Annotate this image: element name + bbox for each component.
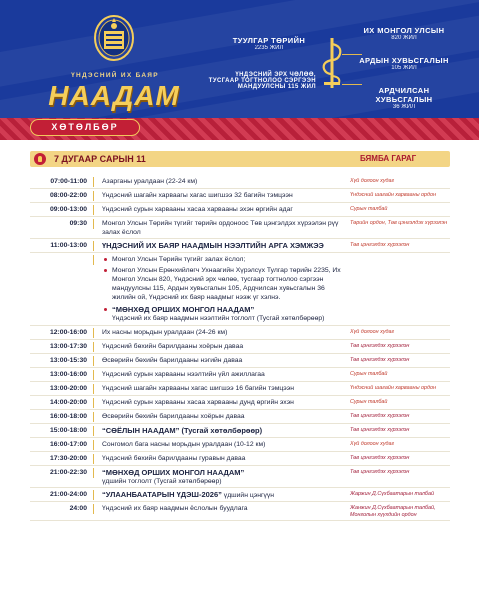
opening-item: Монгол Улсын Ерөнхийлөгч Ухнаагийн Хүрэлсүх Тулгар төрийн 2235, Их Монгол Улсын 820, Үндэсний эрх чөлөө, тусгаар тогтнолоо сэргээн мандуулсны 115, Ардын хувьсгалын 105, Ардчилсан хувьсгалын 36 жилийн ой, Үндэсний их баяр наадмыг нээж үг хэлнэ. (102, 266, 350, 302)
opening-item: Монгол Улсын Төрийн түгийг залах ёслол; (102, 255, 350, 264)
row-time: 12:00-16:00 (30, 328, 94, 338)
row-event: Үндэсний сурын харвааны хасаа харвааны дунд өргийн эхэн (102, 399, 294, 406)
row-event: Үндэсний сурын харвааны нээлтийн үйл ажиллагаа (102, 371, 265, 378)
row-time: 24:00 (30, 504, 94, 514)
header-banner (0, 0, 479, 140)
row-venue: Төв цэнгэлдэх хүрээлэн (350, 242, 410, 248)
row-time: 15:00-18:00 (30, 426, 94, 436)
annotation-years: 2235 ЖИЛ (254, 45, 284, 51)
opening-performance-title: “МӨНХӨД ОРШИХ МОНГОЛ НААДАМ” (102, 305, 350, 314)
row-time: 13:00-15:30 (30, 356, 94, 366)
row-venue: Үндэсний шагайн харвааны ордон (350, 385, 436, 391)
row-event-block (94, 468, 350, 486)
schedule-row (30, 424, 450, 438)
schedule-row (30, 452, 450, 466)
schedule-row (30, 175, 450, 189)
row-time: 21:00-22:30 (30, 468, 94, 478)
schedule-row (30, 368, 450, 382)
annotation-independence (204, 72, 316, 90)
row-venue: Сурын талбай (350, 399, 388, 405)
annotation-years: 36 ЖИЛ (392, 104, 416, 110)
row-venue: Сурын талбай (350, 206, 388, 212)
row-event: ҮНДЭСНИЙ ИХ БАЯР НААДМЫН НЭЭЛТИЙН АРГА ХЭМЖЭЭ (102, 241, 324, 250)
schedule-row (30, 382, 450, 396)
row-time: 09:00-13:00 (30, 205, 94, 215)
schedule-row (30, 340, 450, 354)
row-venue: Төв цэнгэлдэх хүрээлэн (350, 413, 410, 419)
schedule-row (30, 203, 450, 217)
row-time: 16:00-17:00 (30, 440, 94, 450)
schedule-row (30, 488, 450, 502)
row-venue: Сурын талбай (350, 371, 388, 377)
row-event: “УЛААНБААТАРЫН ҮДЭШ-2026” (102, 490, 222, 499)
row-event-sub: үдшийн цэнгүүн (223, 492, 274, 499)
row-event: Их насны морьдын уралдаан (24-26 км) (102, 329, 228, 336)
row-time: 13:00-17:30 (30, 342, 94, 352)
row-event: Үндэсний шагайн харваагы хагас шигшээ 32 багийн тэмцээн (102, 192, 293, 199)
row-venue: Төрийн ордон, Төв цэнгэлдэх хүрээлэн (350, 220, 448, 226)
row-venue: Жаржин Д.Сүхбаатарын талбай (350, 491, 434, 497)
soyombo-emblem-icon (93, 12, 135, 62)
row-venue: Төв цэнгэлдэх хүрээлэн (350, 427, 410, 433)
connector-line (342, 54, 362, 55)
row-time: 21:00-24:00 (30, 490, 94, 500)
annotation-years: 820 ЖИЛ (391, 35, 417, 41)
row-time: 13:00-20:00 (30, 384, 94, 394)
row-event: Өсвөрийн бөхийн барилдааны нэгийн даваа (102, 357, 243, 364)
row-event: Үндэсний их баяр наадмын ёслолын буудлага (102, 505, 248, 512)
row-event-block (94, 490, 350, 500)
row-event-sub: үдшийн тоглолт (Тусгай хөтөлбөрөөр) (102, 478, 222, 485)
row-time: 14:00-20:00 (30, 398, 94, 408)
schedule-table (30, 175, 450, 521)
row-venue: Жанжин Д.Сүхбаатарын талбай, Монголын хүүхдийн ордон (350, 505, 436, 518)
row-time: 13:00-16:00 (30, 370, 94, 380)
row-time: 16:00-18:00 (30, 412, 94, 422)
annotation-people-revolution (350, 56, 458, 71)
event-subtitle: ҮНДЭСНИЙ ИХ БАЯР (71, 72, 159, 79)
row-venue: Төв цэнгэлдэх хүрээлэн (350, 455, 410, 461)
row-event: Монгол Улсын Төрийн түгийг төрийн ордоноос Төв цэнгэлдэх хүрээлэн рүү залах ёслол (102, 220, 339, 236)
annotation-line: ИХ МОНГОЛ УЛСЫН (363, 26, 445, 35)
row-venue: Хүй долоон худаг (350, 441, 395, 447)
schedule-row (30, 396, 450, 410)
day-header (30, 151, 450, 167)
row-event: Үндэсний бөхийн барилдааны хоёрын даваа (102, 343, 244, 350)
row-time: 17:30-20:00 (30, 454, 94, 464)
row-event: Өсвөрийн бөхийн барилдааны хоёрын даваа (102, 413, 245, 420)
row-time: 11:00-13:00 (30, 241, 94, 251)
row-venue: Төв цэнгэлдэх хүрээлэн (350, 357, 410, 363)
row-event: Сонгомол бага насны морьдын уралдаан (10-12 км) (102, 441, 266, 448)
schedule-row (30, 326, 450, 340)
row-venue: Төв цэнгэлдэх хүрээлэн (350, 469, 410, 475)
annotation-line: АРДЧИЛСАН ХУВЬСГАЛЫН (375, 86, 433, 104)
annotation-years: 105 ЖИЛ (391, 65, 417, 71)
connector-line (342, 84, 362, 85)
opening-items (94, 255, 350, 323)
schedule-row (30, 217, 450, 239)
schedule-row (30, 502, 450, 521)
row-time-empty (30, 255, 94, 265)
annotation-tulgar (232, 36, 306, 51)
schedule-row (30, 438, 450, 452)
schedule-row (30, 189, 450, 203)
annotation-mongol-empire (350, 26, 458, 41)
row-venue: Үндэсний шагайн харвааны ордон (350, 192, 436, 198)
event-title: НААДАМ (48, 80, 180, 111)
row-event: “МӨНХӨД ОРШИХ МОНГОЛ НААДАМ” (102, 468, 245, 477)
row-event: Үндэсний сурын харвааны хасаа харвааны эхэн өргийн адаг (102, 206, 293, 213)
annotation-line: АРДЫН ХУВЬСГАЛЫН (359, 56, 449, 65)
schedule-row (30, 354, 450, 368)
schedule-row (30, 410, 450, 424)
row-event: Үндэсний бөхийн барилдааны гуравын даваа (102, 455, 246, 462)
opening-details (30, 253, 450, 326)
row-venue: Хүй долоон худаг (350, 329, 395, 335)
row-time: 09:30 (30, 219, 94, 229)
annotation-line: ТУУЛГАР ТӨРИЙН (232, 36, 306, 45)
row-venue: Төв цэнгэлдэх хүрээлэн (350, 343, 410, 349)
schedule-row (30, 466, 450, 488)
opening-performance-desc: Үндэсний их баяр наадмын нээлтийн тоглолт (Тусгай хөтөлбөрөөр) (112, 315, 325, 322)
annotation-democratic-revolution (350, 86, 458, 110)
schedule-label: ХӨТӨЛБӨР (30, 119, 140, 136)
day-label: 7 ДУГААР САРЫН 11 (54, 154, 146, 164)
row-venue: Хүй долоон худаг (350, 178, 395, 184)
emblem-badge-icon (34, 153, 46, 165)
weekday-label: БЯМБА ГАРАГ (360, 154, 417, 163)
row-event: Үндэсний шагайн харвааны хагас шигшээ 16 багийн тэмцээн (102, 385, 294, 392)
row-event: Азарганы уралдаан (22-24 км) (102, 178, 198, 185)
row-event: “СӨЁЛЫН НААДАМ” (Тусгай хөтөлбөрөөр) (102, 426, 263, 435)
row-time: 08:00-22:00 (30, 191, 94, 201)
schedule-row (30, 239, 450, 253)
mongol-script-glyph-icon (316, 36, 348, 90)
row-time: 07:00-11:00 (30, 177, 94, 187)
annotation-line: ҮНДЭСНИЙ ЭРХ ЧӨЛӨӨ, ТУСГААР ТОГТНОЛОО СЭРГЭЭН МАНДУУЛСНЫ 115 ЖИЛ (208, 72, 316, 90)
